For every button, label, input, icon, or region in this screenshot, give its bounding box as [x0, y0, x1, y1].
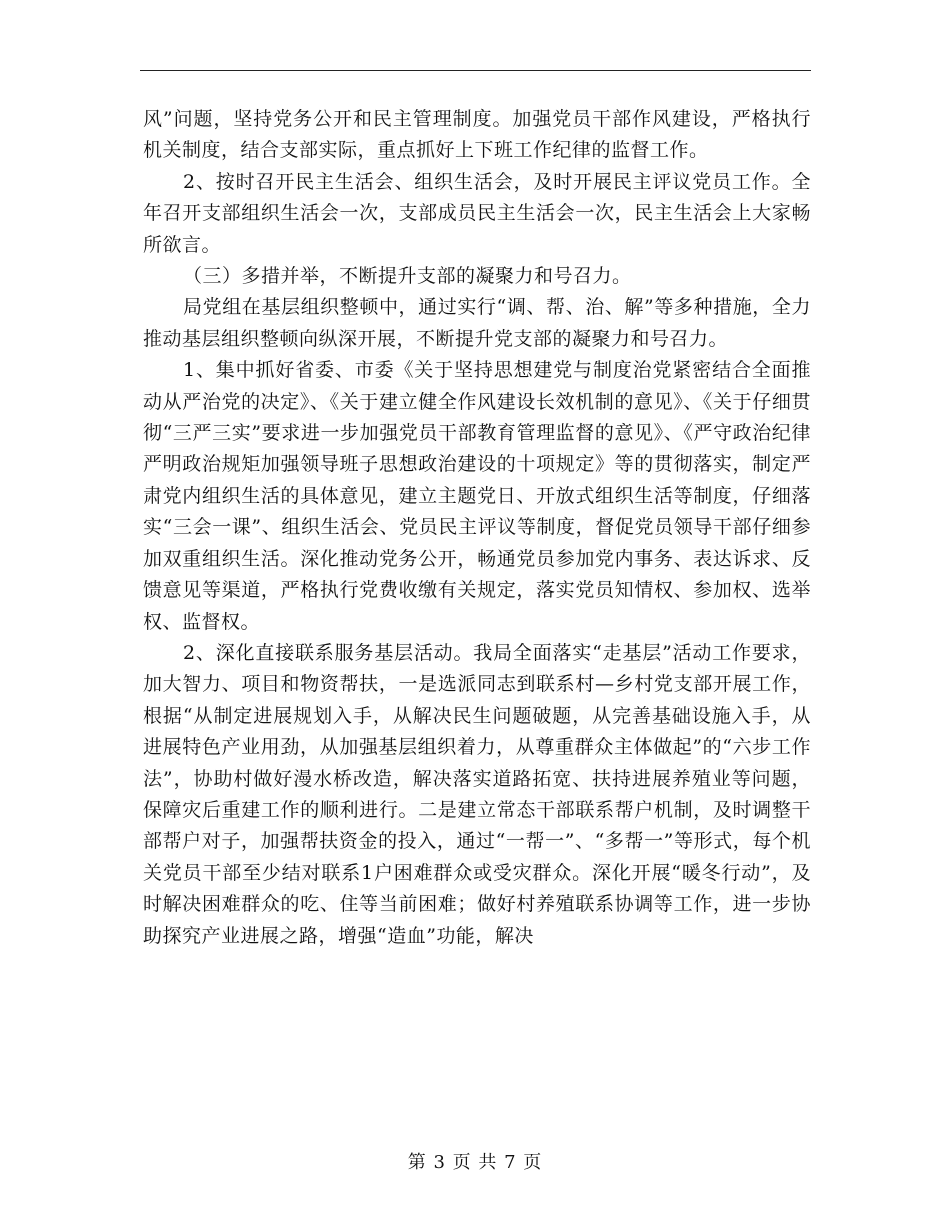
body-text: [143, 104, 811, 952]
paragraph: 风”问题，坚持党务公开和民主管理制度。加强党员干部作风建设，严格执行机关制度，结合支部实际，重点抓好上下班工作纪律的监督工作。: [143, 108, 811, 162]
paragraph: 2、深化直接联系服务基层活动。我局全面落实“走基层”活动工作要求，加大智力、项目和物资帮扶，一是选派同志到联系村—乡村党支部开展工作，根据“从制定进展规划入手，从解决民生问题破题，从完善基础设施入手，从进展特色产业用劲，从加强基层组织着力，从尊重群众主体做起”的“六步工作法”，协助村做好漫水桥改造，解决落实道路拓宽、扶持进展养殖业等问题，保障灾后重建工作的顺利进行。二是建立常态干部联系帮户机制，及时调整干部帮户对子，加强帮扶资金的投入，通过“一帮一”、“多帮一”等形式，每个机关党员干部至少结对联系1户困难群众或受灾群众。深化开展“暖冬行动”，及时解决困难群众的吃、住等当前困难；做好村养殖联系协调等工作，进一步协助探究产业进展之路，增强“造血”功能，解决: [143, 641, 811, 947]
section-heading: （三）多措并举，不断提升支部的凝聚力和号召力。: [183, 265, 632, 288]
paragraph: 2、按时召开民主生活会、组织生活会，及时开展民主评议党员工作。全年召开支部组织生活会一次，支部成员民主生活会一次，民主生活会上大家畅所欲言。: [143, 170, 811, 256]
header-rule: [140, 70, 811, 71]
paragraph: 局党组在基层组织整顿中，通过实行“调、帮、治、解”等多种措施，全力推动基层组织整顿向纵深开展，不断提升党支部的凝聚力和号召力。: [143, 296, 811, 350]
page-number-footer: 第 3 页 共 7 页: [407, 1152, 543, 1173]
paragraph: 1、集中抓好省委、市委《关于坚持思想建党与制度治党紧密结合全面推动从严治党的决定》、《关于建立健全作风建设长效机制的意见》、《关于仔细贯彻“三严三实”要求进一步加强党员干部教育管理监督的意见》、《严守政治纪律严明政治规矩加强领导班子思想政治建设的十项规定》等的贯彻落实，制定严肃党内组织生活的具体意见，建立主题党日、开放式组织生活等制度，仔细落实“三会一课”、组织生活会、党员民主评议等制度，督促党员领导干部仔细参加双重组织生活。深化推动党务公开，畅通党员参加党内事务、表达诉求、反馈意见等渠道，严格执行党费收缴有关规定，落实党员知情权、参加权、选举权、监督权。: [143, 359, 811, 633]
